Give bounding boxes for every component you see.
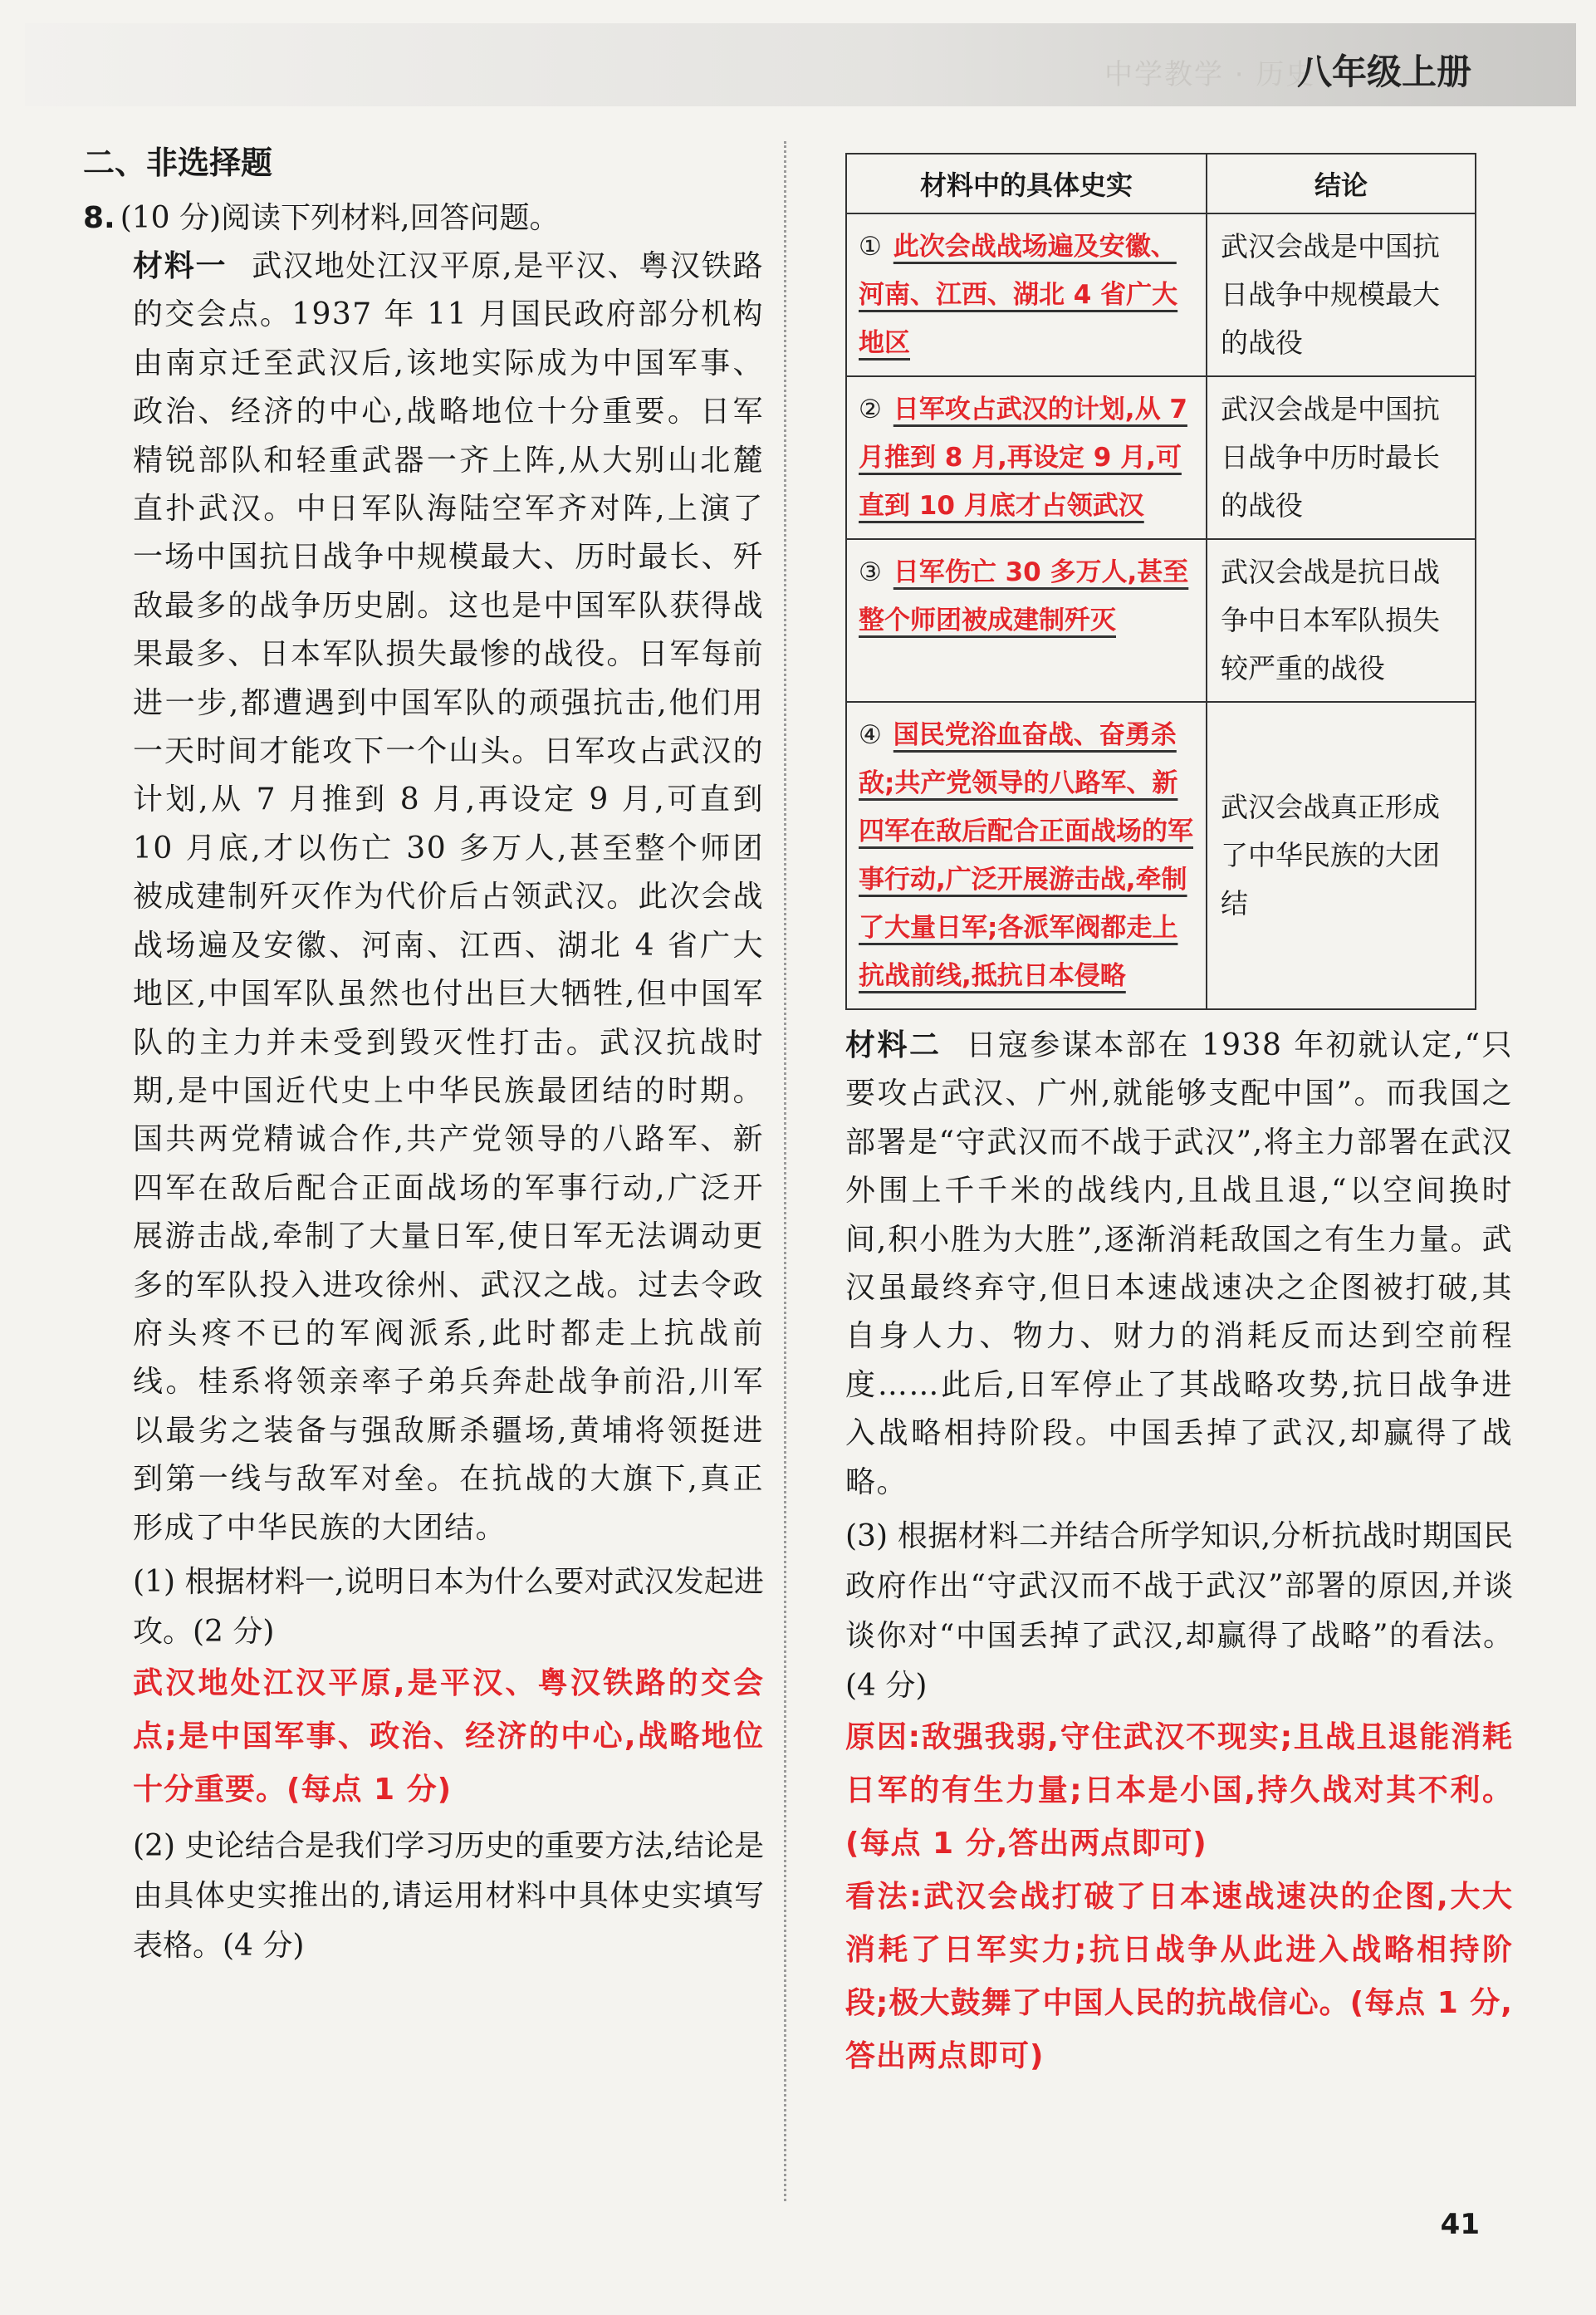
table-header-facts: 材料中的具体史实 [846, 154, 1207, 213]
fact-answer: 日军攻占武汉的计划,从 7 月推到 8 月,再设定 9 月,可直到 10 月底才占领武汉 [859, 395, 1187, 521]
fact-answer: 国民党浴血奋战、奋勇杀敌;共产党领导的八路军、新四军在敌后配合正面战场的军事行动,广泛开展游击战,牵制了大量日军;各派军阀都走上抗战前线,抵抗日本侵略 [859, 720, 1193, 991]
table-header-row [846, 154, 1476, 213]
header-series-title: 中学教学 · 历史 [1104, 58, 1316, 91]
table-cell-conclusion: 武汉会战真正形成了中华民族的大团结 [1207, 702, 1476, 1009]
row-number: ④ [859, 720, 882, 750]
material-1 [83, 243, 764, 1552]
table-cell-conclusion: 武汉会战是抗日战争中日本军队损失较严重的战役 [1207, 539, 1476, 702]
table-row [846, 213, 1476, 376]
right-column [840, 143, 1513, 2083]
table-cell-conclusion: 武汉会战是中国抗日战争中历时最长的战役 [1207, 376, 1476, 539]
question-1-prompt: (1) 根据材料一,说明日本为什么要对武汉发起进攻。(2 分) [133, 1564, 764, 1649]
page-number: 41 [1440, 2208, 1480, 2241]
table-cell-fact [846, 539, 1207, 702]
row-number: ② [859, 395, 882, 424]
fact-answer: 日军伤亡 30 多万人,甚至整个师团被成建制歼灭 [859, 557, 1189, 635]
table-cell-conclusion: 武汉会战是中国抗日战争中规模最大的战役 [1207, 213, 1476, 376]
header-grade-label: 八年级上册 [1296, 51, 1471, 92]
question-3-prompt: (3) 根据材料二并结合所学知识,分析抗战时期国民政府作出“守武汉而不战于武汉”部署的原因,并谈谈你对“中国丢掉了武汉,却赢得了战略”的看法。(4 分) [845, 1519, 1513, 1704]
row-number: ① [859, 232, 882, 262]
material-2-label: 材料二 [845, 1028, 942, 1062]
question-1-answer: 武汉地处江汉平原,是平汉、粤汉铁路的交会点;是中国军事、政治、经济的中心,战略地位十分重要。(每点 1 分) [133, 1665, 764, 1807]
row-number: ③ [859, 557, 882, 587]
question-header [83, 194, 764, 243]
column-divider [784, 141, 786, 2201]
table-row [846, 539, 1476, 702]
table-cell-fact [846, 213, 1207, 376]
question-stem: (10 分)阅读下列材料,回答问题。 [120, 201, 560, 235]
question-3-answer-reason: 原因:敌强我弱,守住武汉不现实;且战且退能消耗日军的有生力量;日本是小国,持久战对其不利。(每点 1 分,答出两点即可) [845, 1720, 1513, 1861]
material-2-text: 日寇参谋本部在 1938 年初就认定,“只要攻占武汉、广州,就能够支配中国”。而我国之部署是“守武汉而不战于武汉”,将主力部署在武汉外围上千千米的战线内,且战且退,“以空间换时间,积小胜为大胜”,逐渐消耗敌国之有生力量。武汉虽最终弃守,但日本速战速决之企图被打破,其自身人力、物力、财力的消耗反而达到空前程度……此后,日军停止了其战略攻势,抗日战争进入战略相持阶段。中国丢掉了武汉,却赢得了战略。 [845, 1028, 1513, 1499]
table-header-conclusion: 结论 [1207, 154, 1476, 213]
section-title: 二、非选择题 [83, 145, 273, 181]
fact-answer: 此次会战战场遍及安徽、河南、江西、湖北 4 省广大地区 [859, 232, 1178, 358]
facts-table [845, 153, 1476, 1010]
left-column [83, 133, 764, 1971]
table-cell-fact [846, 376, 1207, 539]
table-row [846, 702, 1476, 1009]
question-number: 8. [83, 201, 115, 235]
material-2 [840, 1022, 1513, 1507]
table-cell-fact [846, 702, 1207, 1009]
material-1-text: 武汉地处江汉平原,是平汉、粤汉铁路的交会点。1937 年 11 月国民政府部分机构由南京迁至武汉后,该地实际成为中国军事、政治、经济的中心,战略地位十分重要。日军精锐部队和轻重武器一齐上阵,从大别山北麓直扑武汉。中日军队海陆空军齐对阵,上演了一场中国抗日战争中规模最大、历时最长、歼敌最多的战争历史剧。这也是中国军队获得战果最多、日本军队损失最惨的战役。日军每前进一步,都遭遇到中国军队的顽强抗击,他们用一天时间才能攻下一个山头。日军攻占武汉的计划,从 7 月推到 8 月,再设定 9 月,可直到 10 月底,才以伤亡 30 多万人,甚至整个师团被成建制歼灭作为代价后占领武汉。此次会战战场遍及安徽、河南、江西、湖北 4 省广大地区,中国军队虽然也付出巨大牺牲,但中国军队的主力并未受到毁灭性打击。武汉抗战时期,是中国近代史上中华民族最团结的时期。国共两党精诚合作,共产党领导的八路军、新四军在敌后配合正面战场的军事行动,广泛开展游击战,牵制了大量日军,使日军无法调动更多的军队投入进攻徐州、武汉之战。过去令政府头疼不已的军阀派系,此时都走上抗战前线。桂系将领亲率子弟兵奔赴战争前沿,川军以最劣之装备与强敌厮杀疆场,黄埔将领挺进到第一线与敌军对垒。在抗战的大旗下,真正形成了中华民族的大团结。 [133, 249, 764, 1545]
question-3-answer-view: 看法:武汉会战打破了日本速战速决的企图,大大消耗了日军实力;抗日战争从此进入战略相持阶段;极大鼓舞了中国人民的抗战信心。(每点 1 分,答出两点即可) [845, 1880, 1513, 2074]
table-row [846, 376, 1476, 539]
material-1-label: 材料一 [133, 249, 228, 283]
question-2-prompt: (2) 史论结合是我们学习历史的重要方法,结论是由具体史实推出的,请运用材料中具体史实填写表格。(4 分) [133, 1828, 764, 1963]
